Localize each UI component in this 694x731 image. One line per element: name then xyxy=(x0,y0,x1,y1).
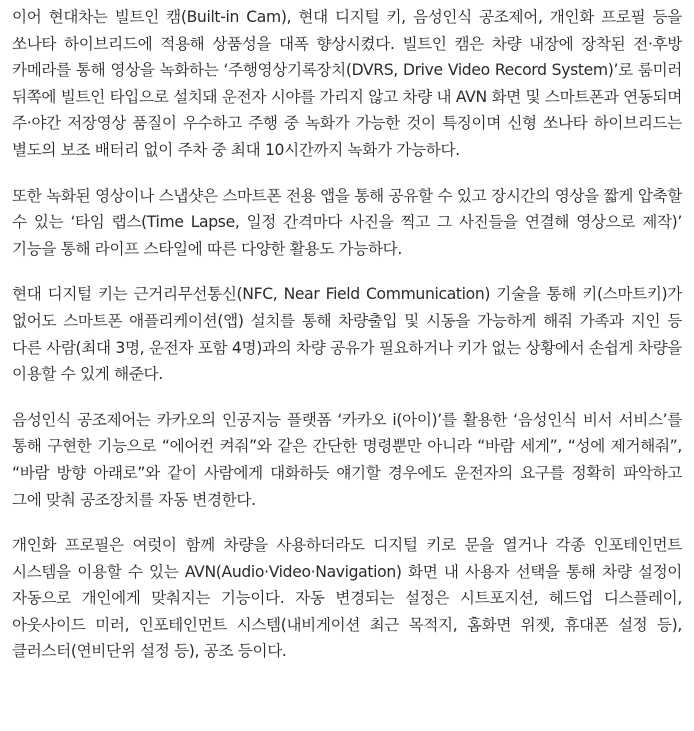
paragraph-time-lapse: 또한 녹화된 영상이나 스냅샷은 스마트폰 전용 앱을 통해 공유할 수 있고 장시간의 영상을 짧게 압축할 수 있는 ‘타임 랩스(Time Lapse, 일정 간격마다 사진을 찍고 그 사진들을 연결해 영상으로 제작)’ 기능을 통해 라이프 스타일에 따른 다양한 활용도 가능하다. xyxy=(12,186,682,258)
paragraph-personal-profile: 개인화 프로필은 여럿이 함께 차량을 사용하더라도 디지털 키로 문을 열거나 각종 인포테인먼트 시스템을 이용할 수 있는 AVN(Audio·Video·Navigation) 화면 내 사용자 선택을 통해 차량 설정이 자동으로 개인에게 맞춰지는 기능이다. 자동 변경되는 설정은 시트포지션, 헤드업 디스플레이, 아웃사이드 미러, 인포테인먼트 시스템(내비게이션 최근 목적지, 홈화면 위젯, 휴대폰 설정 등), 클러스터(연비단위 설정 등), 공조 등이다. xyxy=(12,536,682,661)
paragraph-built-in-cam: 이어 현대차는 빌트인 캠(Built-in Cam), 현대 디지털 키, 음성인식 공조제어, 개인화 프로필 등을 쏘나타 하이브리드에 적용해 상품성을 대폭 향상시켰다. 빌트인 캠은 차량 내장에 장착된 전·후방 카메라를 통해 영상을 녹화하는 ‘주행영상기록장치(DVRS, Drive Video Record System)’로 룸미러 뒤쪽에 빌트인 타입으로 설치돼 운전자 시야를 가리지 않고 차량 내 AVN 화면 및 스마트폰과 연동되며 주·야간 저장영상 품질이 우수하고 주행 중 녹화가 가능한 것이 특징이며 신형 쏘나타 하이브리드는 별도의 보조 배터리 없이 주차 중 최대 10시간까지 녹화가 가능하다. xyxy=(12,8,682,159)
paragraph-digital-key: 현대 디지털 키는 근거리무선통신(NFC, Near Field Communication) 기술을 통해 키(스마트키)가 없어도 스마트폰 애플리케이션(앱) 설치를 통해 차량출입 및 시동을 가능하게 해줘 가족과 지인 등 다른 사람(최대 3명, 운전자 포함 4명)과의 차량 공유가 필요하거나 키가 없는 상황에서 손쉽게 차량을 이용할 수 있게 해준다. xyxy=(12,285,682,384)
paragraph-voice-climate-control: 음성인식 공조제어는 카카오의 인공지능 플랫폼 ‘카카오 i(아이)’를 활용한 ‘음성인식 비서 서비스’를 통해 구현한 기능으로 “에어컨 켜줘”와 같은 간단한 명령뿐만 아니라 “바람 세게”, “성에 제거해줘”, “바람 방향 아래로”와 같이 사람에게 대화하듯 얘기할 경우에도 운전자의 요구를 정확히 파악하고 그에 맞춰 공조장치를 자동 변경한다. xyxy=(12,410,682,509)
